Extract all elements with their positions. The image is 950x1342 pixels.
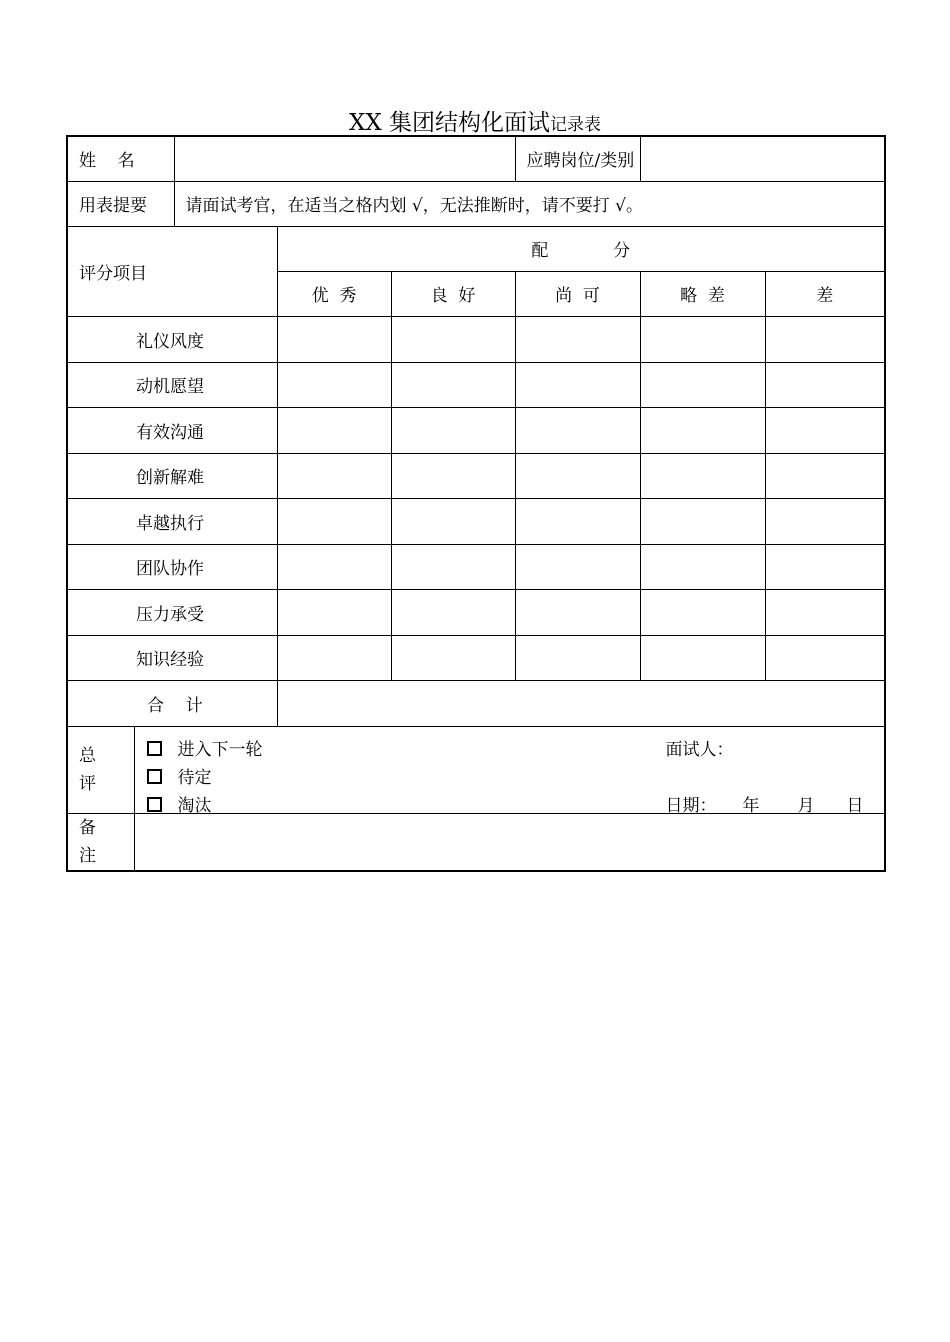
score-cell[interactable]	[277, 498, 391, 544]
score-cell[interactable]	[640, 635, 765, 680]
interviewer-label: 面试人：	[665, 739, 734, 760]
checkbox[interactable]	[147, 769, 162, 784]
remarks-label-char: 备	[79, 817, 96, 838]
name-field[interactable]	[174, 136, 515, 181]
option-next-round[interactable]	[147, 735, 263, 760]
item-label: 卓越执行	[67, 498, 277, 544]
item-label: 知识经验	[67, 635, 277, 680]
option-label: 进入下一轮	[177, 739, 263, 760]
score-cell[interactable]	[391, 316, 515, 362]
interview-record-table	[66, 135, 886, 872]
score-cell[interactable]	[765, 316, 885, 362]
table-row	[67, 362, 885, 407]
score-cell[interactable]	[765, 362, 885, 407]
summary-label	[67, 726, 134, 813]
title-suffix: 记录表	[550, 115, 602, 135]
instructions-text: 请面试考官，在适当之格内划 √，无法推断时，请不要打 √。	[174, 181, 885, 226]
score-cell[interactable]	[515, 362, 640, 407]
checkbox[interactable]	[147, 741, 162, 756]
table-row	[67, 316, 885, 362]
remarks-label-char: 注	[79, 845, 96, 866]
name-label: 姓 名	[67, 136, 174, 181]
title-main: XX 集团结构化面试	[348, 110, 551, 136]
item-label: 动机愿望	[67, 362, 277, 407]
position-field[interactable]	[640, 136, 885, 181]
score-cell[interactable]	[765, 498, 885, 544]
score-cell[interactable]	[515, 407, 640, 453]
day-label: 日	[846, 795, 864, 813]
score-cell[interactable]	[515, 453, 640, 498]
score-cell[interactable]	[277, 407, 391, 453]
score-cell[interactable]	[765, 635, 885, 680]
total-field[interactable]	[277, 680, 885, 726]
score-cell[interactable]	[277, 362, 391, 407]
level-header: 差	[765, 271, 885, 316]
score-cell[interactable]	[391, 407, 515, 453]
month-label: 月	[797, 795, 815, 813]
level-header: 良 好	[391, 271, 515, 316]
item-label: 团队协作	[67, 544, 277, 589]
instructions-label: 用表提要	[67, 181, 174, 226]
checkbox[interactable]	[147, 797, 162, 812]
date-label: 日期：	[665, 795, 717, 813]
score-cell[interactable]	[277, 544, 391, 589]
option-eliminated[interactable]	[147, 791, 212, 814]
score-header: 配 分	[277, 226, 885, 271]
year-label: 年	[742, 795, 760, 813]
total-label: 合 计	[67, 680, 277, 726]
score-cell[interactable]	[515, 544, 640, 589]
score-cell[interactable]	[640, 362, 765, 407]
level-header: 尚 可	[515, 271, 640, 316]
score-cell[interactable]	[765, 407, 885, 453]
summary-label-char: 总	[79, 745, 96, 766]
score-cell[interactable]	[391, 498, 515, 544]
score-cell[interactable]	[277, 635, 391, 680]
position-label: 应聘岗位/类别	[515, 136, 640, 181]
table-row	[67, 498, 885, 544]
page-title	[0, 104, 950, 137]
score-cell[interactable]	[515, 635, 640, 680]
table-row	[67, 635, 885, 680]
score-cell[interactable]	[277, 316, 391, 362]
score-cell[interactable]	[515, 498, 640, 544]
summary-cell	[134, 726, 885, 813]
option-label: 淘汰	[177, 795, 212, 813]
date-line	[666, 791, 864, 814]
option-label: 待定	[177, 767, 212, 788]
score-cell[interactable]	[765, 544, 885, 589]
score-cell[interactable]	[277, 453, 391, 498]
table-row	[67, 544, 885, 589]
score-cell[interactable]	[391, 453, 515, 498]
table-row	[67, 453, 885, 498]
level-header: 优 秀	[277, 271, 391, 316]
item-label: 礼仪风度	[67, 316, 277, 362]
summary-label-char: 评	[79, 773, 96, 794]
score-cell[interactable]	[391, 635, 515, 680]
option-pending[interactable]	[147, 763, 212, 788]
score-cell[interactable]	[391, 362, 515, 407]
score-cell[interactable]	[640, 407, 765, 453]
score-cell[interactable]	[640, 544, 765, 589]
item-label: 有效沟通	[67, 407, 277, 453]
level-header: 略 差	[640, 271, 765, 316]
score-cell[interactable]	[640, 453, 765, 498]
score-cell[interactable]	[391, 589, 515, 635]
score-cell[interactable]	[765, 589, 885, 635]
score-cell[interactable]	[640, 498, 765, 544]
score-cell[interactable]	[640, 316, 765, 362]
score-cell[interactable]	[765, 453, 885, 498]
item-label: 压力承受	[67, 589, 277, 635]
score-cell[interactable]	[277, 589, 391, 635]
table-row	[67, 407, 885, 453]
remarks-field[interactable]	[134, 813, 885, 871]
table-row	[67, 589, 885, 635]
item-label: 创新解难	[67, 453, 277, 498]
score-cell[interactable]	[391, 544, 515, 589]
score-cell[interactable]	[640, 589, 765, 635]
score-cell[interactable]	[515, 589, 640, 635]
score-cell[interactable]	[515, 316, 640, 362]
remarks-label	[67, 813, 134, 871]
score-items-label: 评分项目	[67, 226, 277, 316]
